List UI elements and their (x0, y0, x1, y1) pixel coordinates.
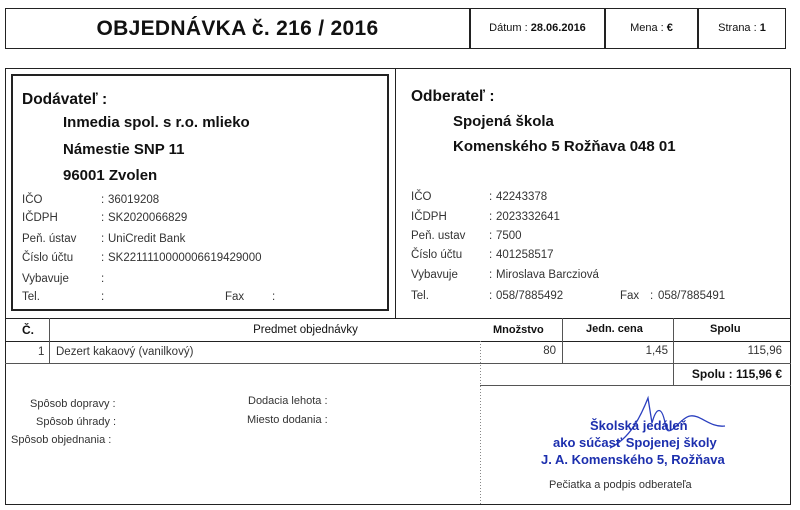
order-method-label: Spôsob objednania : (11, 434, 112, 446)
col-header-num: Č. (22, 323, 34, 337)
supplier-account-label: Číslo účtu (22, 252, 74, 264)
page-title: OBJEDNÁVKA č. 216 / 2016 (96, 17, 379, 40)
supplier-colon: : (101, 212, 105, 224)
customer-street: Komenského 5 Rožňava 048 01 (453, 138, 676, 155)
payment-label: Spôsob úhrady : (36, 416, 117, 428)
supplier-tel-label: Tel. (22, 291, 40, 303)
customer-handler-label: Vybavuje (411, 269, 458, 281)
supplier-icdph-label: IČDPH (22, 212, 58, 224)
stamp-line-2: ako súčasť Spojenej školy (553, 435, 717, 450)
col-header-total: Spolu (710, 323, 741, 335)
currency-field (605, 22, 698, 34)
supplier-colon: : (101, 291, 105, 303)
customer-colon: : (489, 269, 493, 281)
supplier-icdph-value: SK2020066829 (108, 212, 188, 224)
col-header-item: Predmet objednávky (253, 324, 358, 336)
customer-colon: : (489, 191, 493, 203)
supplier-name: Inmedia spol. s r.o. mlieko (63, 114, 250, 131)
customer-fax-value: 058/7885491 (658, 290, 726, 302)
customer-bank-value: 7500 (496, 230, 522, 242)
currency-label: Mena : (630, 22, 664, 34)
customer-icdph-label: IČDPH (411, 211, 447, 223)
party-divider (395, 68, 396, 318)
supplier-bank-label: Peň. ústav (22, 233, 77, 245)
supplier-account-value: SK2211110000006619429000 (108, 252, 262, 264)
supplier-street: Námestie SNP 11 (63, 141, 185, 158)
row-unit-price: 1,45 (645, 345, 668, 357)
page-field (698, 22, 786, 34)
date-field (470, 22, 605, 34)
col-header-qty: Množstvo (493, 324, 544, 336)
supplier-colon: : (101, 252, 105, 264)
supplier-city: 96001 Zvolen (63, 167, 158, 184)
page-value: 1 (759, 22, 766, 34)
supplier-ico-value: 36019208 (108, 194, 160, 206)
delivery-place-label: Miesto dodania : (247, 414, 328, 426)
date-value: 28.06.2016 (530, 22, 586, 34)
sum-value: 115,96 € (735, 367, 782, 381)
customer-account-value: 401258517 (496, 249, 554, 261)
customer-ico-value: 42243378 (496, 191, 548, 203)
supplier-handler-label: Vybavuje (22, 273, 69, 285)
currency-value: € (666, 22, 673, 34)
customer-tel-value: 058/7885492 (496, 290, 564, 302)
stamp-line-1: Školská jedáleň (590, 418, 688, 433)
customer-colon: : (489, 249, 493, 261)
date-label: Dátum : (489, 22, 528, 34)
customer-account-label: Číslo účtu (411, 249, 463, 261)
supplier-colon: : (272, 291, 276, 303)
delivery-time-label: Dodacia lehota : (248, 395, 328, 407)
customer-handler-value: Miroslava Barcziová (496, 269, 599, 281)
customer-heading: Odberateľ : (411, 88, 495, 105)
customer-tel-label: Tel. (411, 290, 429, 302)
supplier-bank-value: UniCredit Bank (108, 233, 186, 245)
row-item: Dezert kakaový (vanilkový) (56, 346, 194, 358)
customer-colon: : (489, 211, 493, 223)
customer-colon: : (650, 290, 654, 302)
col-divider (480, 341, 481, 505)
customer-colon: : (489, 230, 493, 242)
supplier-colon: : (101, 273, 105, 285)
customer-bank-label: Peň. ustav (411, 230, 466, 242)
sum-label: Spolu : (691, 367, 733, 381)
customer-colon: : (489, 290, 493, 302)
customer-fax-label: Fax (620, 290, 640, 302)
page-label: Strana : (718, 22, 757, 34)
supplier-heading: Dodávateľ : (22, 91, 108, 108)
col-header-unit-price: Jedn. cena (586, 323, 643, 335)
supplier-colon: : (101, 233, 105, 245)
customer-ico-label: IČO (411, 191, 432, 203)
row-num: 1 (38, 346, 45, 358)
customer-name: Spojená škola (453, 113, 554, 130)
row-total: 115,96 (747, 345, 782, 357)
row-qty: 80 (543, 345, 556, 357)
transport-label: Spôsob dopravy : (30, 398, 116, 410)
customer-icdph-value: 2023332641 (496, 211, 560, 223)
supplier-fax-label: Fax (225, 291, 245, 303)
signature-label: Pečiatka a podpis odberateľa (549, 479, 692, 491)
supplier-colon: : (101, 194, 105, 206)
supplier-ico-label: IČO (22, 194, 43, 206)
stamp-line-3: J. A. Komenského 5, Rožňava (541, 452, 725, 467)
